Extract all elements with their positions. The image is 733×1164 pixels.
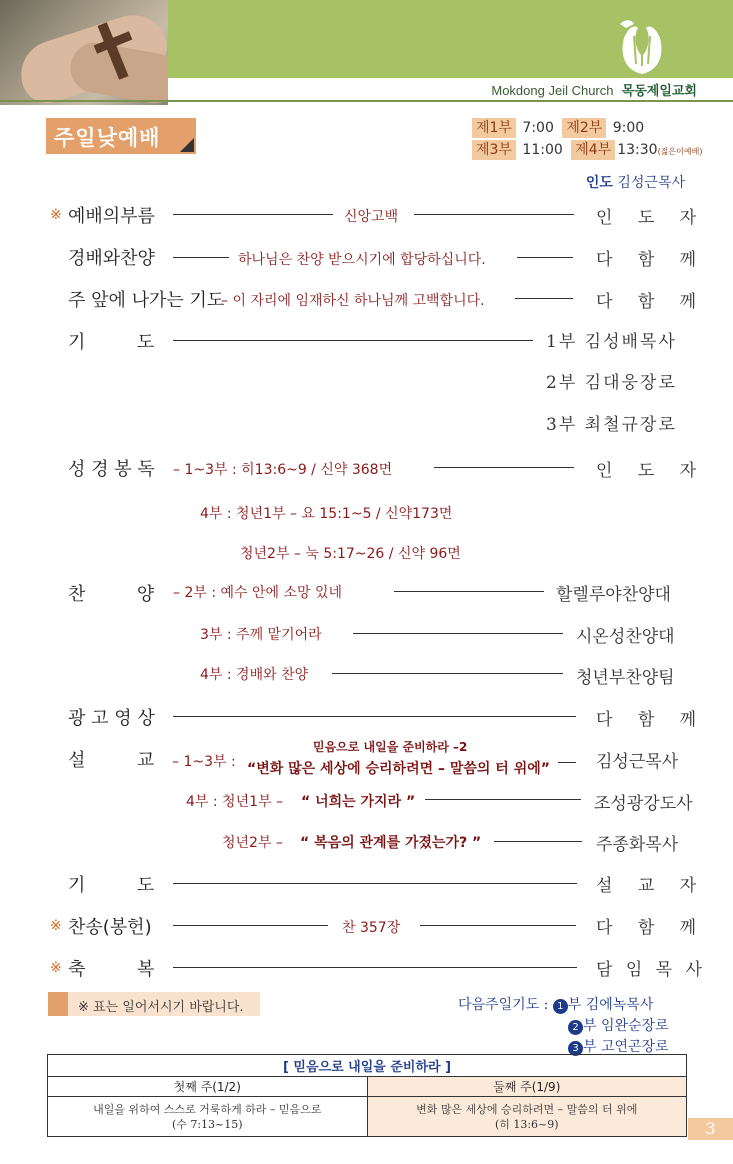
order-hymn-right: 다 함 께 bbox=[596, 918, 707, 938]
church-name-en: Mokdong Jeil Church bbox=[491, 83, 614, 98]
table-col1-head: 첫째 주(1/2) bbox=[48, 1077, 368, 1097]
leader-line bbox=[425, 799, 581, 800]
service-1-label: 제1부 bbox=[472, 118, 516, 138]
service-3-label: 제3부 bbox=[472, 140, 516, 160]
next-week-p1: 부 김에녹목사 bbox=[567, 997, 654, 1013]
order-reading-label: 성 경 봉 독 bbox=[68, 459, 155, 480]
order-call-mid: 신앙고백 bbox=[344, 209, 399, 225]
order-anthem-l2: 3부 : 주께 맡기어라 bbox=[200, 627, 322, 643]
order-prayer-r1: 1부 김성배목사 bbox=[546, 332, 677, 352]
order-sermon-l2-title: “ 너희는 가지라 ” bbox=[301, 794, 416, 810]
leader-line bbox=[517, 257, 573, 258]
table-cell-week2 bbox=[367, 1097, 687, 1137]
leader-line bbox=[173, 925, 328, 926]
next-week-prayer bbox=[458, 994, 669, 1056]
order-prayer-r2: 2부 김대웅장로 bbox=[546, 373, 677, 393]
order-reading-right: 인 도 자 bbox=[596, 461, 707, 481]
stand-mark: ※ bbox=[50, 918, 62, 934]
order-anthem-l3: 4부 : 경배와 찬양 bbox=[200, 667, 309, 683]
table-cell-week1 bbox=[48, 1097, 368, 1137]
table-title: [ 믿음으로 내일을 준비하라 ] bbox=[48, 1055, 687, 1077]
service-4-label: 제4부 bbox=[571, 140, 615, 160]
order-sermon-r2: 조성광강도사 bbox=[594, 794, 693, 814]
order-sermon-label: 설 교 bbox=[68, 750, 155, 771]
order-call-right: 인 도 자 bbox=[596, 208, 707, 228]
week2-title: 변화 많은 세상에 승리하려면 – 말씀의 터 위에 bbox=[416, 1102, 638, 1116]
service-3-time: 11:00 bbox=[522, 142, 563, 158]
order-anthem-l1: – 2부 : 예수 안에 소망 있네 bbox=[173, 585, 343, 601]
sermon-series: 믿음으로 내일을 준비하라 –2 bbox=[313, 740, 468, 754]
next-week-label: 다음주일기도 : bbox=[458, 997, 549, 1013]
order-hymn-label: 찬송(봉헌) bbox=[68, 917, 152, 938]
table-col2-head: 둘째 주(1/9) bbox=[367, 1077, 687, 1097]
standing-note-text: ※ 표는 일어서시기 바랍니다. bbox=[78, 1000, 244, 1015]
order-praise-right: 다 함 께 bbox=[596, 250, 707, 270]
page-title-box bbox=[46, 118, 196, 154]
worship-leader bbox=[586, 172, 685, 192]
week2-ref: (히 13:6~9) bbox=[494, 1117, 559, 1131]
order-sermon-prefix: – 1~3부 : bbox=[172, 754, 236, 770]
number-3-icon: 3 bbox=[568, 1041, 583, 1056]
order-sermon-l3-prefix: 청년2부 – bbox=[222, 835, 283, 851]
leader-line bbox=[420, 925, 576, 926]
week1-ref: (수 7:13~15) bbox=[171, 1117, 243, 1131]
order-reading-l2: 4부 : 청년1부 – 요 15:1~5 / 신약173면 bbox=[200, 506, 453, 522]
corner-triangle-icon bbox=[180, 138, 194, 152]
sermon-series-table bbox=[47, 1054, 687, 1137]
leader-name: 김성근목사 bbox=[617, 175, 685, 191]
number-2-icon: 2 bbox=[568, 1020, 583, 1035]
leader-line bbox=[434, 467, 574, 468]
order-anthem-r1: 할렐루야찬양대 bbox=[556, 585, 671, 605]
leader-line bbox=[558, 762, 576, 763]
service-2-time: 9:00 bbox=[612, 120, 645, 136]
order-praise-mid: 하나님은 찬양 받으시기에 합당하십니다. bbox=[238, 252, 486, 268]
order-anthem-label: 찬 양 bbox=[68, 584, 155, 605]
order-prayer-label: 기 도 bbox=[68, 332, 155, 353]
order-anthem-r2: 시온성찬양대 bbox=[576, 627, 675, 647]
leader-line bbox=[494, 841, 582, 842]
leader-line bbox=[173, 257, 229, 258]
order-praise-label: 경배와찬양 bbox=[68, 248, 155, 269]
church-name-ko: 목동제일교회 bbox=[621, 84, 697, 99]
standing-note bbox=[48, 992, 260, 1016]
sermon-title: “변화 많은 세상에 승리하려면 – 말씀의 터 위에” bbox=[247, 761, 550, 777]
leader-line bbox=[173, 340, 533, 341]
next-week-p3: 부 고연곤장로 bbox=[583, 1039, 669, 1055]
header bbox=[0, 0, 733, 105]
stand-mark: ※ bbox=[50, 207, 62, 223]
service-2-label: 제2부 bbox=[562, 118, 606, 138]
lyre-dove-logo-icon bbox=[612, 14, 672, 78]
order-call-label: 예배의부름 bbox=[68, 206, 155, 227]
order-prayer2-label: 기 도 bbox=[68, 875, 155, 896]
service-4-time: 13:30 bbox=[617, 142, 658, 158]
leader-line bbox=[173, 716, 576, 717]
service-times bbox=[472, 118, 712, 160]
header-rule bbox=[0, 100, 733, 102]
service-4-note: (젊은이예배) bbox=[657, 147, 703, 156]
order-anthem-r3: 청년부찬양팀 bbox=[576, 668, 675, 688]
next-week-p2: 부 임완순장로 bbox=[583, 1018, 669, 1034]
praying-hands-photo bbox=[0, 0, 168, 105]
order-sermon-l2-prefix: 4부 : 청년1부 – bbox=[186, 794, 283, 810]
order-ad-right: 다 함 께 bbox=[596, 710, 707, 730]
order-reading-l3: 청년2부 – 눅 5:17~26 / 신약 96면 bbox=[240, 546, 461, 562]
order-approach-label: 주 앞에 나가는 기도 bbox=[68, 290, 225, 311]
leader-line bbox=[173, 214, 333, 215]
leader-line bbox=[332, 673, 563, 674]
leader-line bbox=[414, 214, 574, 215]
church-name bbox=[491, 80, 697, 99]
leader-line bbox=[173, 883, 577, 884]
stand-mark: ※ bbox=[50, 960, 62, 976]
order-reading-l1: – 1~3부 : 히13:6~9 / 신약 368면 bbox=[173, 462, 393, 478]
order-hymn-mid: 찬 357장 bbox=[342, 920, 401, 936]
number-1-icon: 1 bbox=[553, 999, 568, 1014]
order-sermon-l3-title: “ 복음의 관계를 가졌는가? ” bbox=[300, 835, 482, 851]
order-bless-right: 담 임 목 사 bbox=[596, 960, 706, 980]
order-ad-label: 광 고 영 상 bbox=[68, 708, 155, 729]
order-approach-right: 다 함 께 bbox=[596, 292, 707, 312]
page-number: 3 bbox=[688, 1118, 733, 1140]
order-prayer-r3: 3부 최철규장로 bbox=[546, 415, 677, 435]
order-prayer2-right: 설 교 자 bbox=[596, 876, 707, 896]
order-sermon-r1: 김성근목사 bbox=[596, 752, 679, 772]
page-title: 주일낮예배 bbox=[54, 126, 161, 150]
leader-line bbox=[515, 298, 573, 299]
leader-label: 인도 bbox=[585, 175, 613, 191]
order-sermon-r3: 주종화목사 bbox=[596, 835, 679, 855]
leader-line bbox=[173, 967, 577, 968]
order-bless-label: 축 복 bbox=[68, 959, 155, 980]
week1-title: 내일을 위하여 스스로 거룩하게 하라 – 믿음으로 bbox=[93, 1102, 322, 1116]
leader-line bbox=[394, 591, 544, 592]
leader-line bbox=[353, 633, 563, 634]
service-1-time: 7:00 bbox=[522, 120, 554, 136]
order-approach-mid: – 이 자리에 임재하신 하나님께 고백합니다. bbox=[221, 293, 485, 309]
